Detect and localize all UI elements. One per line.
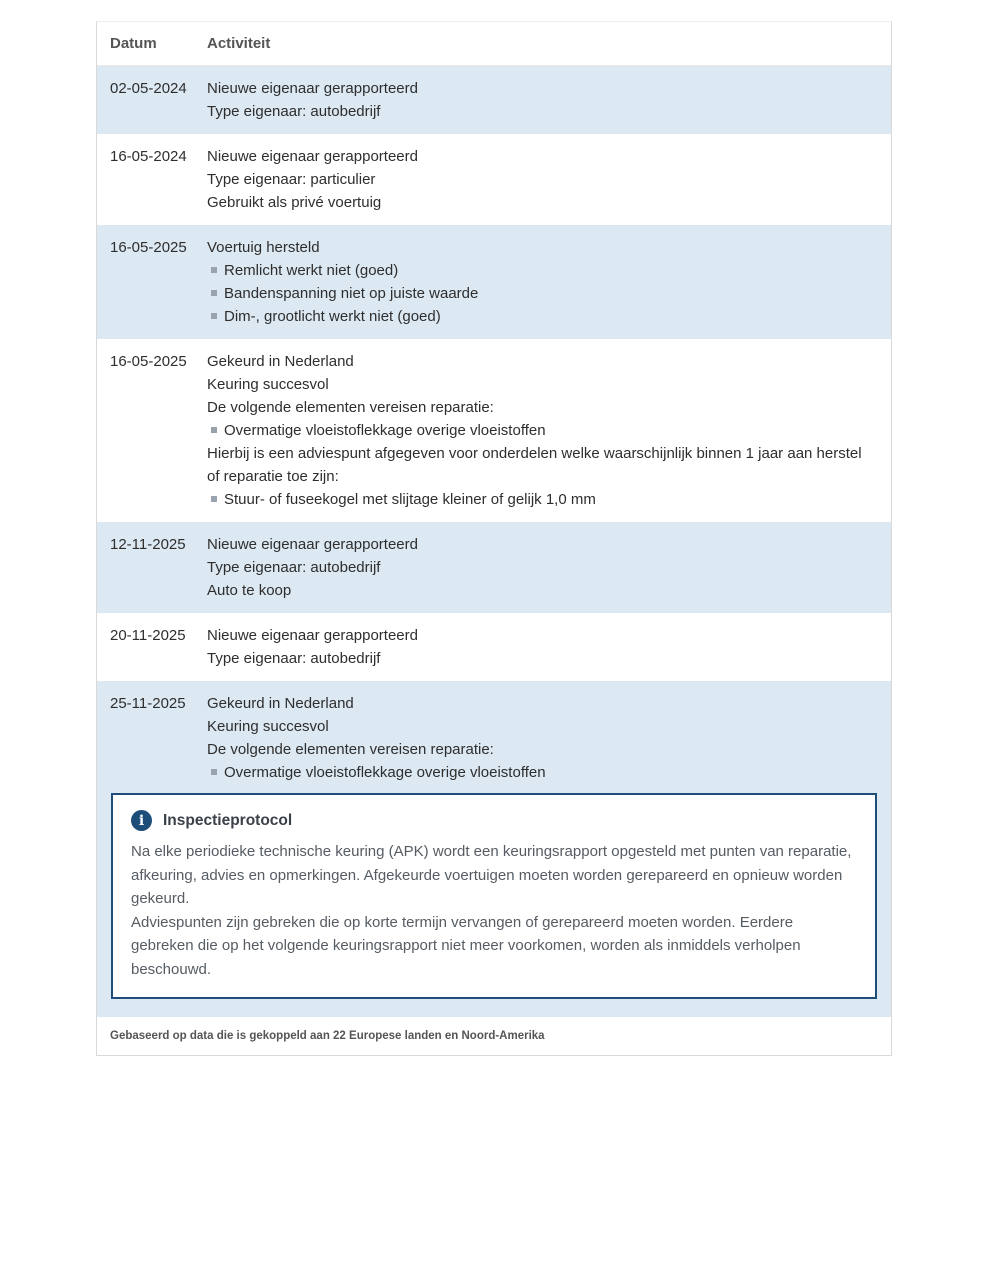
table-row bbox=[97, 613, 891, 681]
activity-line: Gekeurd in Nederland bbox=[207, 353, 354, 370]
row-date: 12-11-2025 bbox=[110, 536, 186, 553]
column-header-activity: Activiteit bbox=[207, 35, 271, 52]
activity-line: Nieuwe eigenaar gerapporteerd bbox=[207, 148, 418, 165]
activity-bullet-line bbox=[207, 761, 877, 784]
table-body bbox=[97, 66, 891, 1017]
activity-bullet-line bbox=[207, 259, 877, 282]
bullet-square-icon bbox=[211, 267, 217, 273]
info-paragraph: Adviespunten zijn gebreken die op korte termijn vervangen of gerepareerd moeten worden. Eerdere gebreken die op het volgende keuringsrapport niet meer voorkomen, worden als inmiddels verholpen beschouwd. bbox=[131, 913, 801, 978]
row-activity bbox=[207, 236, 877, 328]
activity-bullet-line bbox=[207, 282, 877, 305]
bullet-text: Bandenspanning niet op juiste waarde bbox=[224, 285, 479, 302]
bullet-text: Stuur- of fuseekogel met slijtage kleiner of gelijk 1,0 mm bbox=[224, 491, 596, 508]
table-row bbox=[97, 681, 891, 1017]
activity-line: Gekeurd in Nederland bbox=[207, 695, 354, 712]
activity-bullet-line bbox=[207, 305, 877, 328]
row-date: 25-11-2025 bbox=[110, 695, 186, 712]
row-date: 16-05-2025 bbox=[110, 239, 187, 256]
activity-line: De volgende elementen vereisen reparatie: bbox=[207, 741, 494, 758]
bullet-square-icon bbox=[211, 290, 217, 296]
table-row bbox=[97, 522, 891, 613]
table-row bbox=[97, 339, 891, 522]
activity-bullet-line bbox=[207, 419, 877, 442]
row-activity bbox=[207, 145, 877, 214]
activity-line: De volgende elementen vereisen reparatie: bbox=[207, 399, 494, 416]
activity-line: Gebruikt als privé voertuig bbox=[207, 194, 382, 211]
activity-line: Keuring succesvol bbox=[207, 376, 329, 393]
info-paragraph: Na elke periodieke technische keuring (APK) wordt een keuringsrapport opgesteld met punten van reparatie, afkeuring, advies en opmerkingen. Afgekeurde voertuigen moeten worden gerepareerd en opnieuw worden gekeurd. bbox=[131, 843, 852, 907]
activity-line: Nieuwe eigenaar gerapporteerd bbox=[207, 80, 418, 97]
bullet-text: Dim-, grootlicht werkt niet (goed) bbox=[224, 308, 441, 325]
bullet-square-icon bbox=[211, 427, 217, 433]
activity-line: Nieuwe eigenaar gerapporteerd bbox=[207, 536, 418, 553]
info-box-body bbox=[131, 840, 857, 981]
info-box-title: Inspectieprotocol bbox=[163, 812, 293, 829]
bullet-square-icon bbox=[211, 313, 217, 319]
row-activity bbox=[207, 350, 877, 511]
row-date: 20-11-2025 bbox=[110, 627, 186, 644]
row-activity bbox=[207, 624, 877, 670]
bullet-square-icon bbox=[211, 769, 217, 775]
activity-line: Auto te koop bbox=[207, 582, 292, 599]
info-box bbox=[111, 793, 877, 999]
activity-line: Type eigenaar: autobedrijf bbox=[207, 103, 381, 120]
info-box-header bbox=[131, 809, 857, 832]
column-header-date: Datum bbox=[110, 35, 157, 52]
row-date: 16-05-2025 bbox=[110, 353, 187, 370]
activity-line: Hierbij is een adviespunt afgegeven voor onderdelen welke waarschijnlijk binnen 1 jaar aan herstel of reparatie toe zijn: bbox=[207, 445, 862, 485]
activity-line: Nieuwe eigenaar gerapporteerd bbox=[207, 627, 418, 644]
row-activity bbox=[207, 77, 877, 123]
bullet-text: Overmatige vloeistoflekkage overige vloeistoffen bbox=[224, 764, 546, 781]
footer-note: Gebaseerd op data die is gekoppeld aan 22 Europese landen en Noord-Amerika bbox=[97, 1017, 891, 1055]
activity-line: Type eigenaar: autobedrijf bbox=[207, 559, 381, 576]
row-date: 02-05-2024 bbox=[110, 80, 187, 97]
activity-line: Voertuig hersteld bbox=[207, 239, 320, 256]
row-activity bbox=[207, 533, 877, 602]
vehicle-history-card bbox=[96, 21, 892, 1056]
activity-line: Type eigenaar: particulier bbox=[207, 171, 376, 188]
table-header bbox=[97, 22, 891, 66]
activity-line: Type eigenaar: autobedrijf bbox=[207, 650, 381, 667]
activity-line: Keuring succesvol bbox=[207, 718, 329, 735]
row-date: 16-05-2024 bbox=[110, 148, 187, 165]
table-row bbox=[97, 225, 891, 339]
bullet-text: Remlicht werkt niet (goed) bbox=[224, 262, 399, 279]
row-activity bbox=[207, 692, 877, 784]
table-row bbox=[97, 66, 891, 134]
bullet-square-icon bbox=[211, 496, 217, 502]
info-circle-icon: i bbox=[131, 810, 152, 831]
bullet-text: Overmatige vloeistoflekkage overige vloeistoffen bbox=[224, 422, 546, 439]
activity-bullet-line bbox=[207, 488, 877, 511]
table-row bbox=[97, 134, 891, 225]
